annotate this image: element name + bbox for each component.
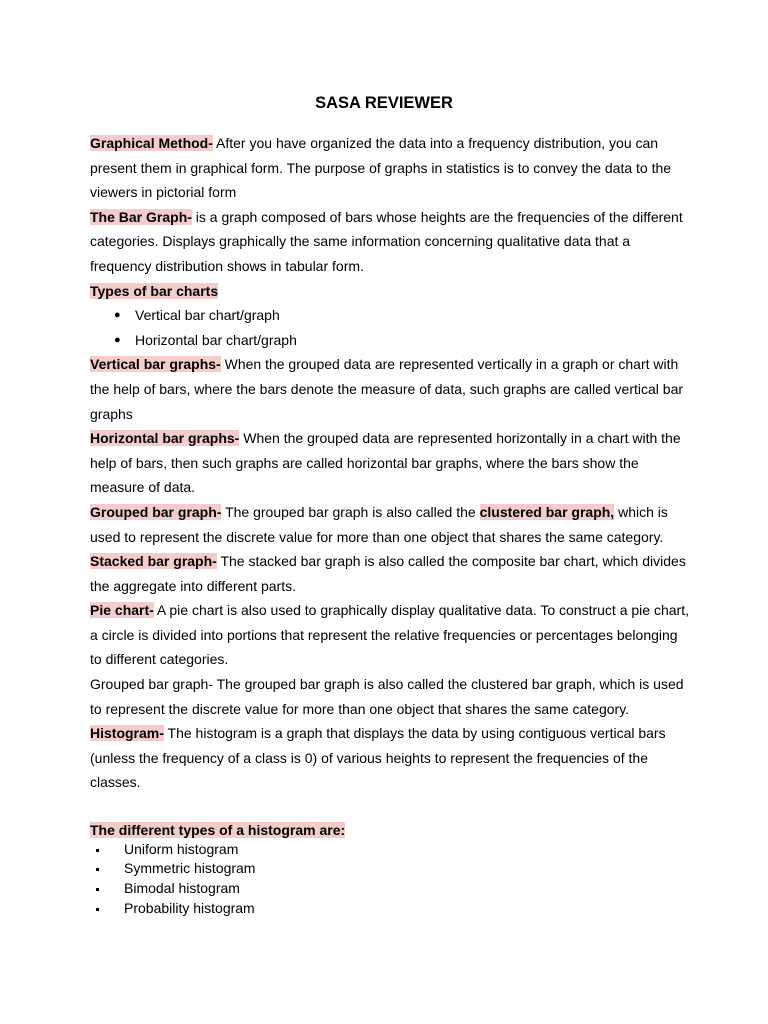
term-graphical-method: Graphical Method- xyxy=(90,135,213,151)
definition-stacked-bar-graph: The stacked bar graph is also called the composite bar chart, which divides the aggregate into different parts. xyxy=(90,553,686,594)
list-item-label: Bimodal histogram xyxy=(124,880,240,897)
paragraph-graphical-method xyxy=(90,131,690,205)
definition-grouped-start: The grouped bar graph is also called the xyxy=(221,503,480,520)
list-item xyxy=(90,879,690,899)
term-vertical-bar-graphs: Vertical bar graphs- xyxy=(90,356,221,373)
paragraph-grouped-bar-graph xyxy=(90,500,690,549)
spacer xyxy=(90,795,690,820)
definition-horizontal-bar-graphs: When the grouped data are represented horizontally in a chart with the help of bars, then such graphs are called horizontal bar graphs, where the bars show the measure of data. xyxy=(90,430,681,496)
paragraph-grouped-bar-graph-plain: Grouped bar graph- The grouped bar graph is also called the clustered bar graph, which is used to represent the discrete value for more than one object that shares the same category. xyxy=(90,676,684,717)
list-item-label: Horizontal bar chart/graph xyxy=(135,331,297,348)
document-body xyxy=(90,131,690,918)
paragraph-horizontal-bar-graphs xyxy=(90,426,690,500)
term-bar-graph: The Bar Graph- xyxy=(90,208,192,225)
term-histogram: Histogram- xyxy=(90,725,164,742)
heading-histogram-types-label: The different types of a histogram are: xyxy=(90,821,346,838)
square-bullet-icon xyxy=(96,888,99,891)
list-item xyxy=(90,840,690,860)
list-item-label: Symmetric histogram xyxy=(124,860,256,877)
term-stacked-bar-graph: Stacked bar graph- xyxy=(90,553,217,570)
term-clustered-bar-graph: clustered bar graph, xyxy=(479,503,615,520)
page-title: SASA REVIEWER xyxy=(315,94,453,112)
definition-histogram: The histogram is a graph that displays the data by using contiguous vertical bars (unless the frequency of a class is 0) of various heights to represent the frequencies of the classes. xyxy=(90,725,666,791)
square-bullet-icon xyxy=(96,868,99,871)
list-item xyxy=(90,899,690,919)
definition-grouped-end: which is used to represent the discrete value for more than one object that shares the same category. xyxy=(90,503,668,545)
paragraph-histogram xyxy=(90,721,690,795)
bar-chart-types-list xyxy=(90,303,690,352)
paragraph-pie-chart xyxy=(90,598,690,672)
term-horizontal-bar-graphs: Horizontal bar graphs- xyxy=(90,430,240,447)
square-bullet-icon xyxy=(96,849,99,852)
square-bullet-icon xyxy=(96,908,99,911)
definition-vertical-bar-graphs: When the grouped data are represented vertically in a graph or chart with the help of bars, where the bars denote the measure of data, such graphs are called vertical bar graphs xyxy=(90,356,684,422)
paragraph-bar-graph xyxy=(90,205,690,279)
bullet-icon: ● xyxy=(114,333,121,346)
definition-graphical-method: After you have organized the data into a frequency distribution, you can present them in graphical form. The purpose of graphs in statistics is to convey the data to the viewers in pictorial form xyxy=(90,135,672,201)
list-item-label: Vertical bar chart/graph xyxy=(135,307,280,324)
list-item xyxy=(90,859,690,879)
term-grouped-bar-graph: Grouped bar graph- xyxy=(90,503,222,520)
paragraph-stacked-bar-graph xyxy=(90,549,690,598)
histogram-types-list xyxy=(90,840,690,919)
definition-bar-graph: is a graph composed of bars whose heights are the frequencies of the different categories. Displays graphically the same information concerning qualitative data that a frequency distribution shows in tabular form. xyxy=(90,208,683,274)
heading-types-label: Types of bar charts xyxy=(90,282,219,299)
heading-histogram-types xyxy=(90,820,690,840)
definition-pie-chart: A pie chart is also used to graphically display qualitative data. To construct a pie chart, a circle is divided into portions that represent the relative frequencies or percentages belonging to different categories. xyxy=(90,602,689,668)
heading-types-of-bar-charts xyxy=(90,279,690,304)
list-item-label: Probability histogram xyxy=(124,899,255,916)
bullet-icon: ● xyxy=(114,309,121,322)
term-pie-chart: Pie chart- xyxy=(90,602,154,619)
list-item-label: Uniform histogram xyxy=(124,840,239,857)
list-item xyxy=(90,303,690,328)
paragraph-vertical-bar-graphs xyxy=(90,352,690,426)
list-item xyxy=(90,328,690,353)
